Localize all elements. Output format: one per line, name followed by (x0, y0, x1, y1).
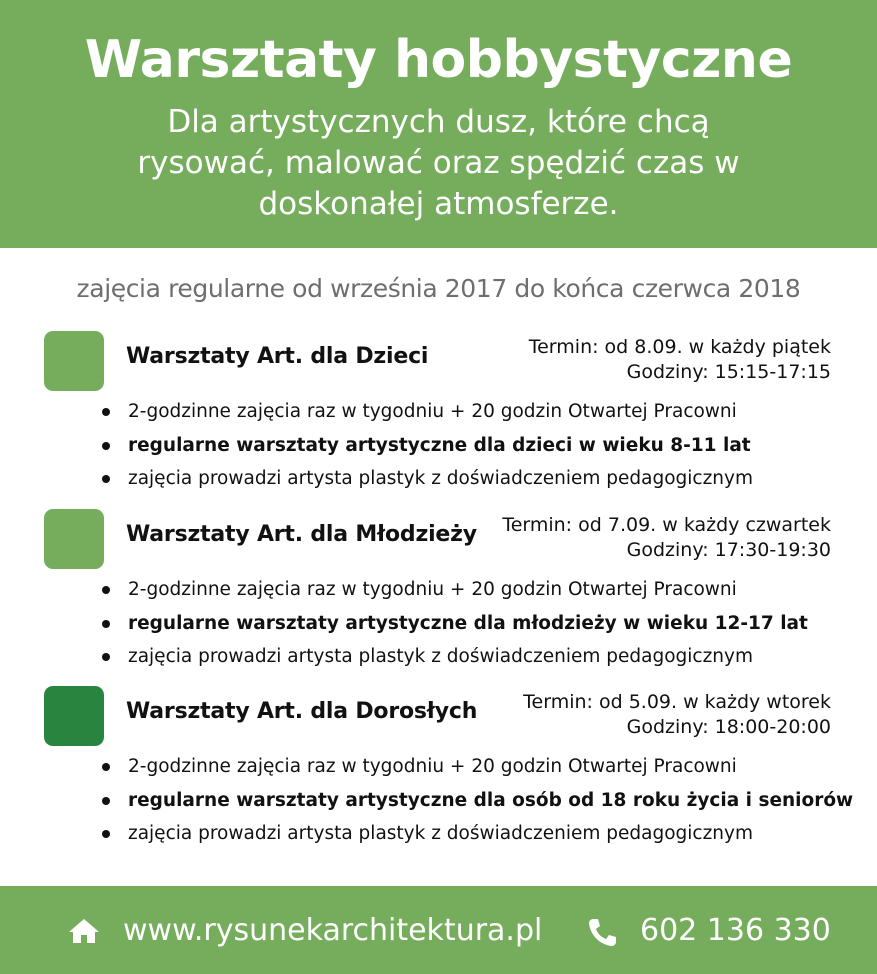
workshop-term: Termin: od 8.09. w każdy piątek (528, 336, 831, 358)
bullet-dot (102, 408, 110, 416)
workshop-schedule (502, 513, 831, 563)
bullet-dot (102, 830, 110, 838)
workshop-hours: Godziny: 17:30-19:30 (626, 539, 831, 561)
workshop-name: Warsztaty Art. dla Młodzieży (126, 522, 477, 547)
list-item: zajęcia prowadzi artysta plastyk z doświadczeniem pedagogicznym (102, 817, 853, 851)
list-item: regularne warsztaty artystyczne dla młodzieży w wieku 12-17 lat (102, 607, 808, 641)
workshop-section-children (0, 331, 877, 501)
list-item: regularne warsztaty artystyczne dla osób od 18 roku życia i seniorów (102, 784, 853, 818)
website-link[interactable]: www.rysunekarchitektura.pl (123, 913, 543, 948)
footer-bar (0, 886, 877, 974)
bullet-dot (102, 620, 110, 628)
phone-number-link[interactable]: 602 136 330 (640, 913, 831, 948)
bullet-dot (102, 475, 110, 483)
bullet-dot (102, 763, 110, 771)
workshop-name: Warsztaty Art. dla Dorosłych (126, 699, 478, 724)
workshop-hours: Godziny: 15:15-17:15 (626, 361, 831, 383)
section-color-swatch (44, 331, 104, 391)
list-item: 2-godzinne zajęcia raz w tygodniu + 20 godzin Otwartej Pracowni (102, 573, 808, 607)
list-item: 2-godzinne zajęcia raz w tygodniu + 20 godzin Otwartej Pracowni (102, 750, 853, 784)
workshop-section-youth (0, 509, 877, 679)
list-item: regularne warsztaty artystyczne dla dzieci w wieku 8-11 lat (102, 429, 753, 463)
section-color-swatch (44, 509, 104, 569)
course-period: zajęcia regularne od września 2017 do końca czerwca 2018 (76, 274, 801, 303)
list-item: zajęcia prowadzi artysta plastyk z doświadczeniem pedagogicznym (102, 462, 753, 496)
list-item: 2-godzinne zajęcia raz w tygodniu + 20 godzin Otwartej Pracowni (102, 395, 753, 429)
header-banner (0, 0, 877, 248)
bullet-dot (102, 586, 110, 594)
list-item: zajęcia prowadzi artysta plastyk z doświadczeniem pedagogicznym (102, 640, 808, 674)
section-color-swatch (44, 686, 104, 746)
bullet-dot (102, 442, 110, 450)
workshop-details-list (102, 750, 853, 851)
phone-icon (586, 917, 618, 947)
page-title: Warsztaty hobbystyczne (84, 30, 793, 90)
workshop-section-adults (0, 686, 877, 856)
workshop-term: Termin: od 5.09. w każdy wtorek (523, 691, 831, 713)
workshop-term: Termin: od 7.09. w każdy czwartek (502, 514, 831, 536)
workshop-name: Warsztaty Art. dla Dzieci (126, 344, 429, 369)
bullet-dot (102, 797, 110, 805)
workshop-hours: Godziny: 18:00-20:00 (626, 716, 831, 738)
bullet-dot (102, 653, 110, 661)
workshop-schedule (523, 690, 831, 740)
workshop-details-list (102, 573, 808, 674)
page-subtitle: Dla artystycznych dusz, które chcą rysować, malować oraz spędzić czas w doskonałej atmosferze. (137, 104, 740, 222)
workshop-details-list (102, 395, 753, 496)
workshop-schedule (529, 335, 831, 385)
home-icon (68, 918, 100, 944)
